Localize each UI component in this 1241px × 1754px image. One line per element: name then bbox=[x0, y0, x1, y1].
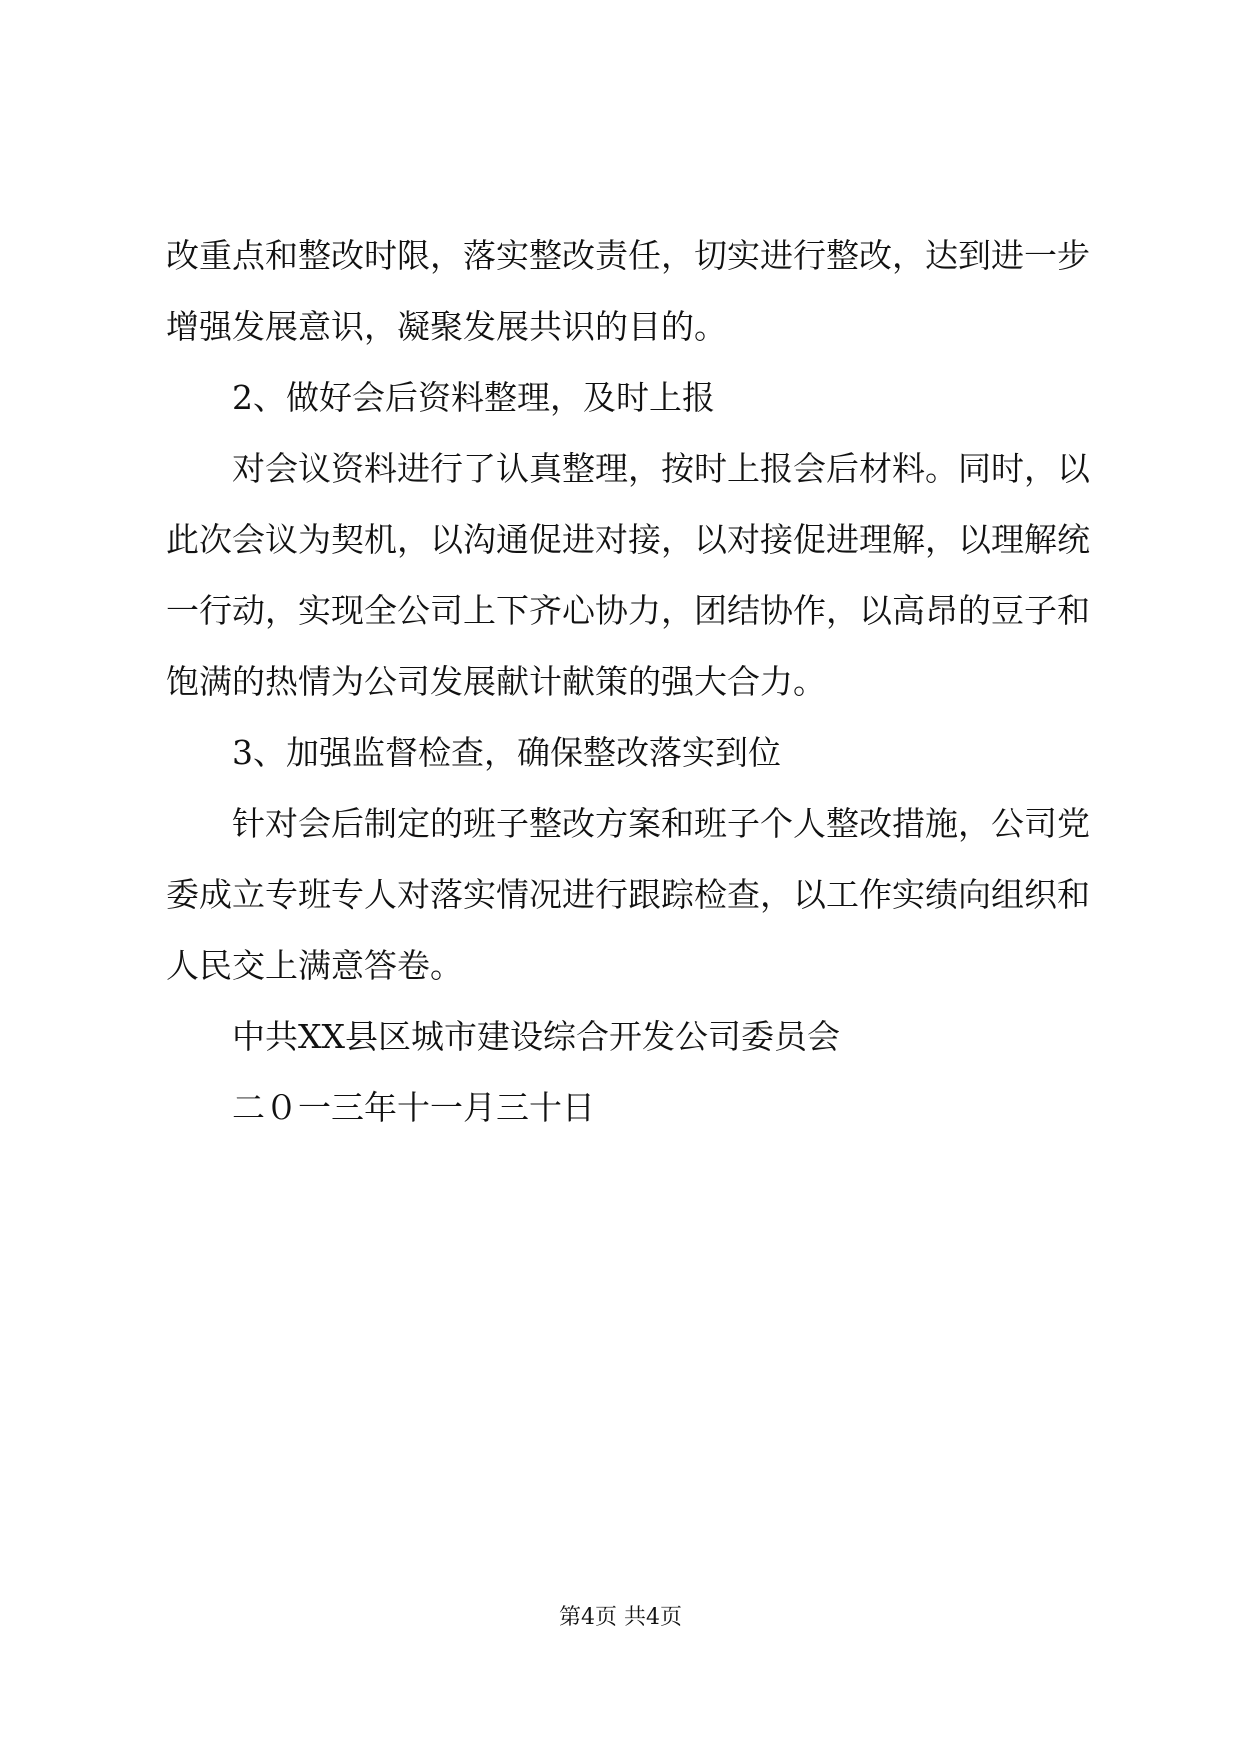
paragraph-5-line-3: 人民交上满意答卷。 bbox=[166, 946, 463, 985]
heading-2: 2、做好会后资料整理，及时上报 bbox=[232, 378, 715, 417]
paragraph-1-line-1: 改重点和整改时限，落实整改责任，切实进行整改，达到进一步 bbox=[166, 236, 1090, 275]
paragraph-5-line-2: 委成立专班专人对落实情况进行跟踪检查，以工作实绩向组织和 bbox=[166, 875, 1090, 914]
signature-organization: 中共XX县区城市建设综合开发公司委员会 bbox=[232, 1017, 840, 1056]
heading-3: 3、加强监督检查，确保整改落实到位 bbox=[232, 733, 781, 772]
paragraph-5-line-1: 针对会后制定的班子整改方案和班子个人整改措施，公司党 bbox=[232, 804, 1090, 843]
paragraph-3-line-3: 一行动，实现全公司上下齐心协力，团结协作，以高昂的豆子和 bbox=[166, 591, 1090, 630]
paragraph-3-line-1: 对会议资料进行了认真整理，按时上报会后材料。同时，以 bbox=[232, 449, 1090, 488]
paragraph-3-line-4: 饱满的热情为公司发展献计献策的强大合力。 bbox=[166, 662, 826, 701]
page-footer: 第4页 共4页 bbox=[559, 1605, 682, 1630]
paragraph-3-line-2: 此次会议为契机，以沟通促进对接，以对接促进理解，以理解统 bbox=[166, 520, 1090, 559]
paragraph-1-line-2: 增强发展意识，凝聚发展共识的目的。 bbox=[166, 307, 727, 346]
signature-date: 二０一三年十一月三十日 bbox=[232, 1088, 595, 1127]
